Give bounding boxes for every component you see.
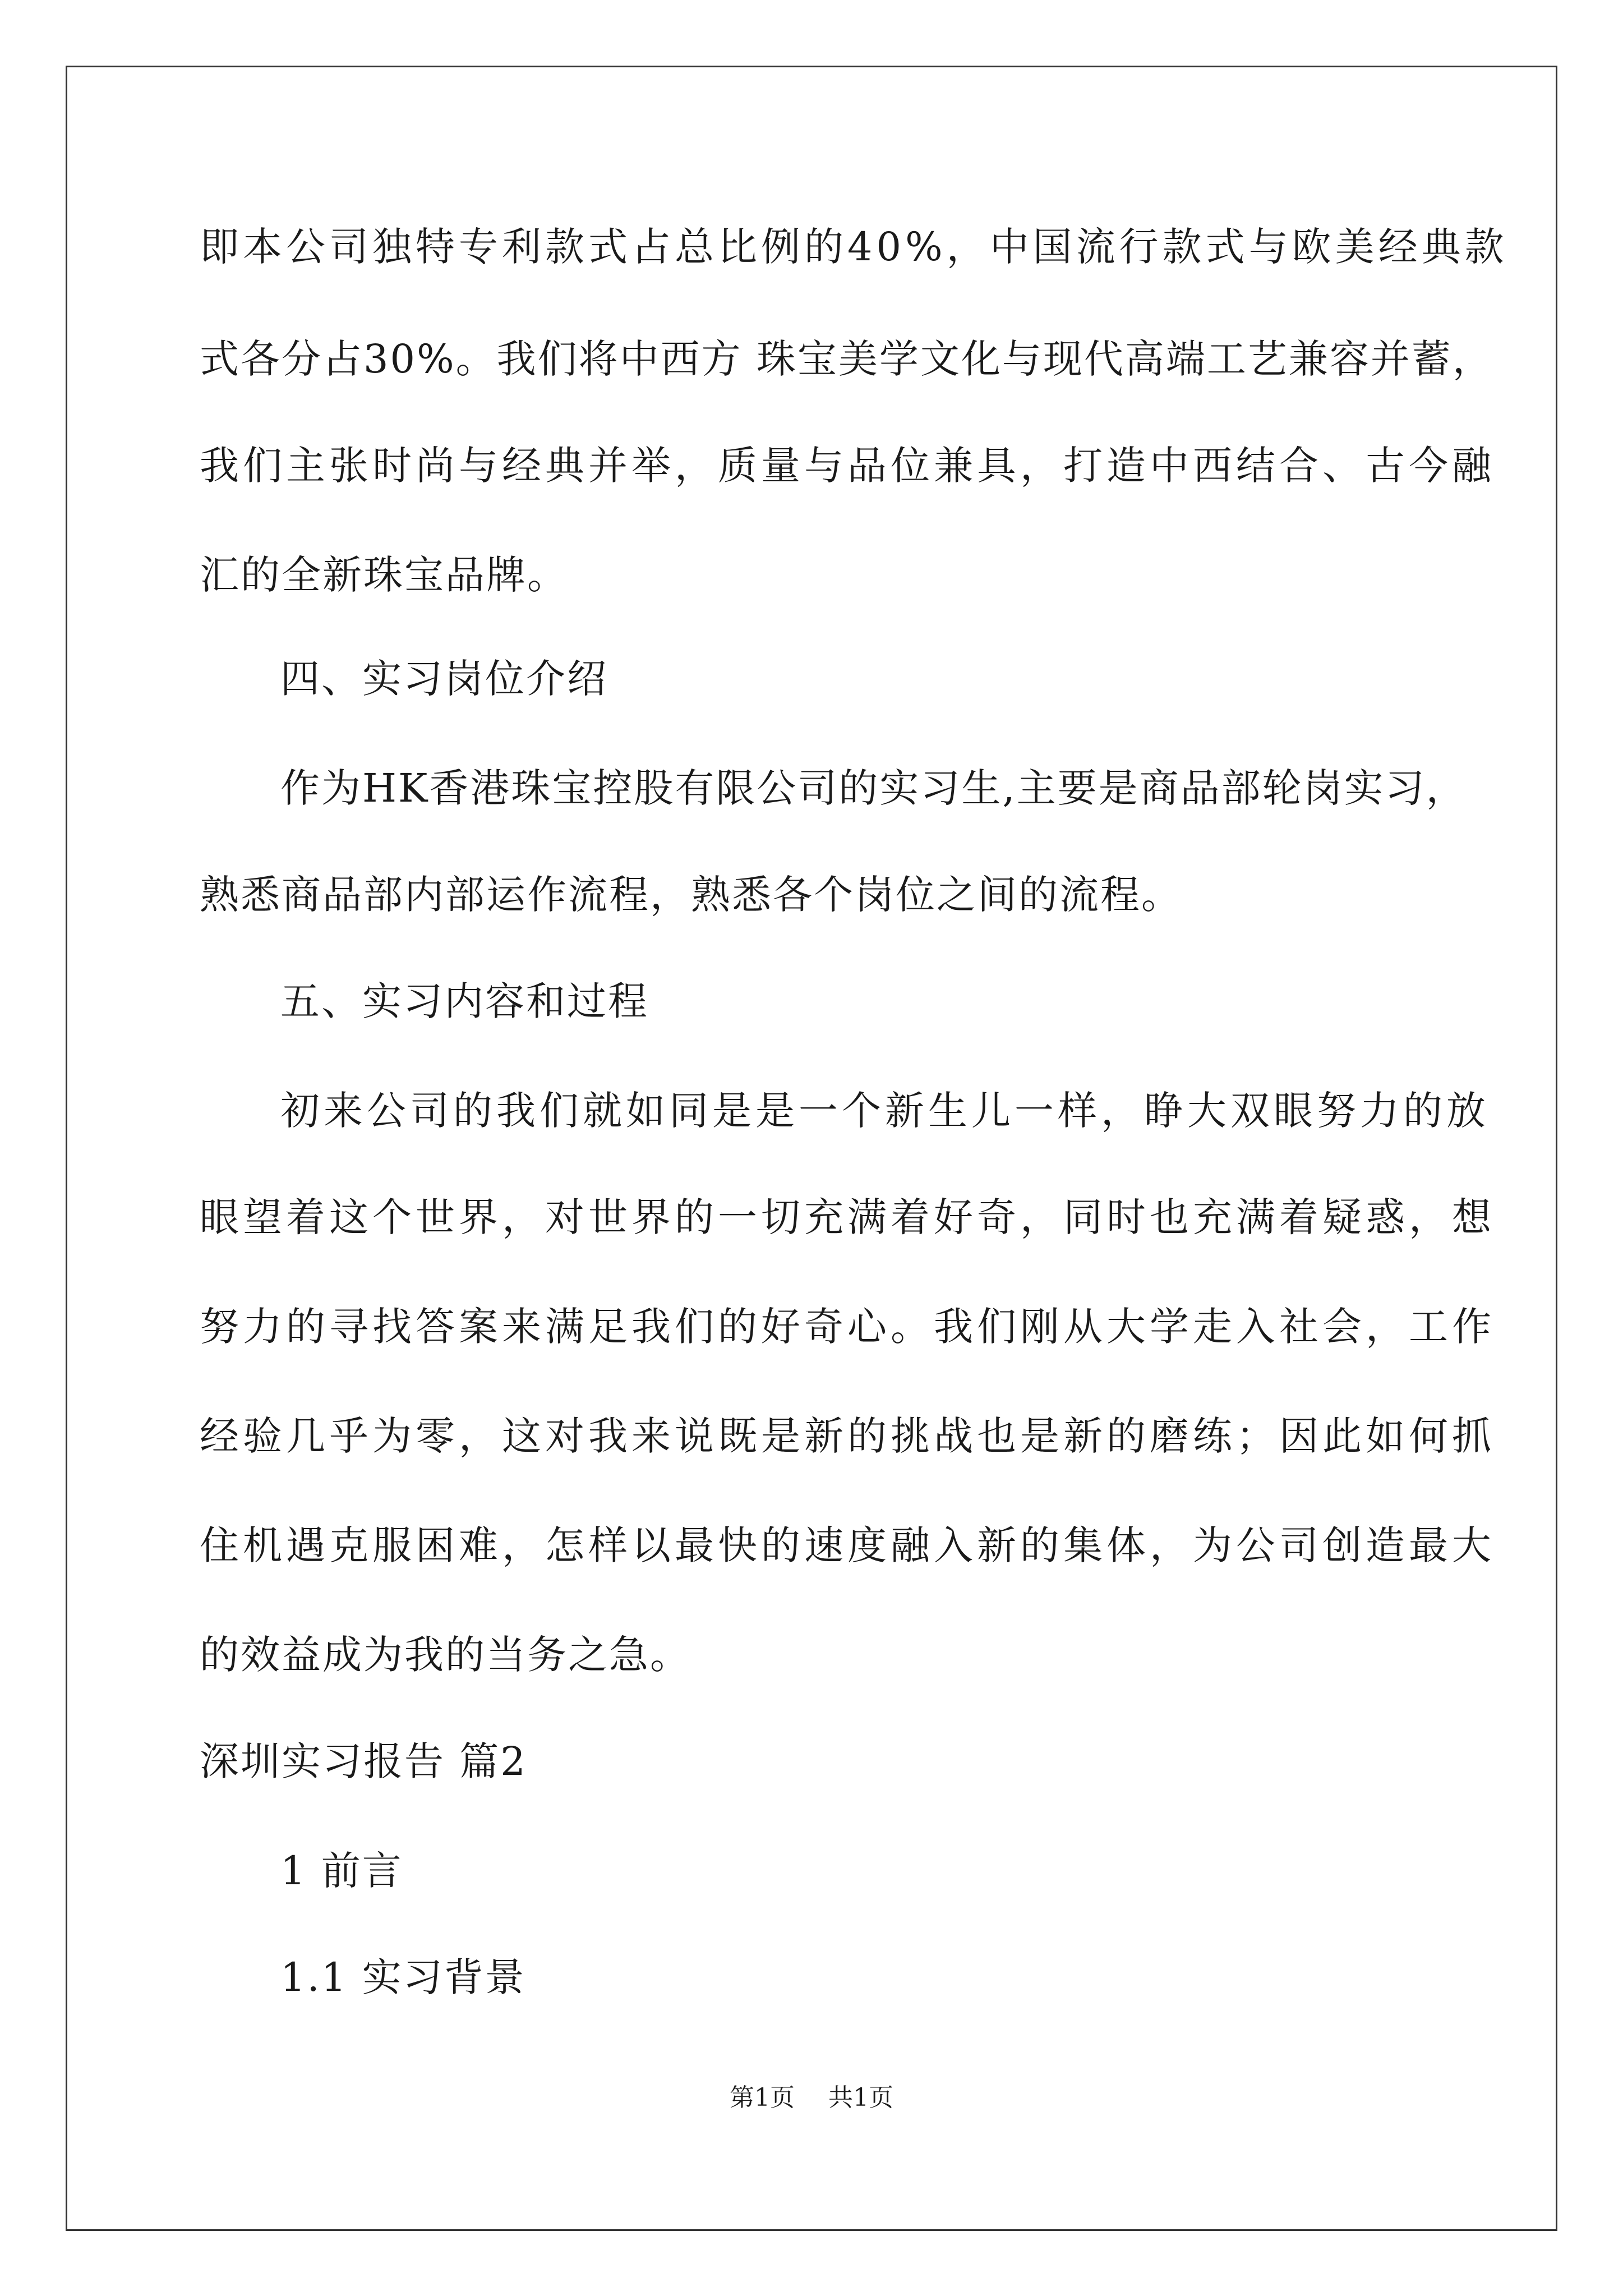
paragraph-line: 住机遇克服困难，怎样以最快的速度融入新的集体，为公司创造最大	[200, 1522, 1495, 1568]
page-number-total: 共1页	[828, 2083, 893, 2112]
page-footer	[0, 2081, 1623, 2115]
paragraph-line: 即本公司独特专利款式占总比例的40%，中国流行款式与欧美经典款	[200, 224, 1508, 270]
paragraph-line: 作为HK香港珠宝控股有限公司的实习生,主要是商品部轮岗实习，	[280, 765, 1467, 811]
section-heading: 四、实习岗位介绍	[280, 656, 608, 702]
page-frame	[66, 66, 1557, 2231]
paragraph-line: 的效益成为我的当务之急。	[200, 1632, 691, 1678]
paragraph-line: 熟悉商品部内部运作流程，熟悉各个岗位之间的流程。	[200, 872, 1182, 918]
paragraph-line: 努力的寻找答案来满足我们的好奇心。我们刚从大学走入社会，工作	[200, 1304, 1495, 1350]
paragraph-line: 汇的全新珠宝品牌。	[200, 552, 568, 598]
section-heading: 1 前言	[280, 1848, 403, 1894]
paragraph-line: 我们主张时尚与经典并举，质量与品位兼具，打造中西结合、古今融	[200, 443, 1495, 489]
section-heading: 五、实习内容和过程	[280, 978, 649, 1024]
paragraph-line: 经验几乎为零，这对我来说既是新的挑战也是新的磨练；因此如何抓	[200, 1413, 1495, 1459]
report-title: 深圳实习报告 篇2	[200, 1738, 527, 1784]
page-number-current: 第1页	[730, 2083, 795, 2112]
subsection-heading: 1.1 实习背景	[280, 1954, 526, 2000]
paragraph-line: 式各分占30%。我们将中西方 珠宝美学文化与现代高端工艺兼容并蓄，	[200, 336, 1493, 382]
paragraph-line: 眼望着这个世界，对世界的一切充满着好奇，同时也充满着疑惑，想	[200, 1194, 1495, 1240]
paragraph-line: 初来公司的我们就如同是是一个新生儿一样，睁大双眼努力的放	[280, 1088, 1490, 1134]
